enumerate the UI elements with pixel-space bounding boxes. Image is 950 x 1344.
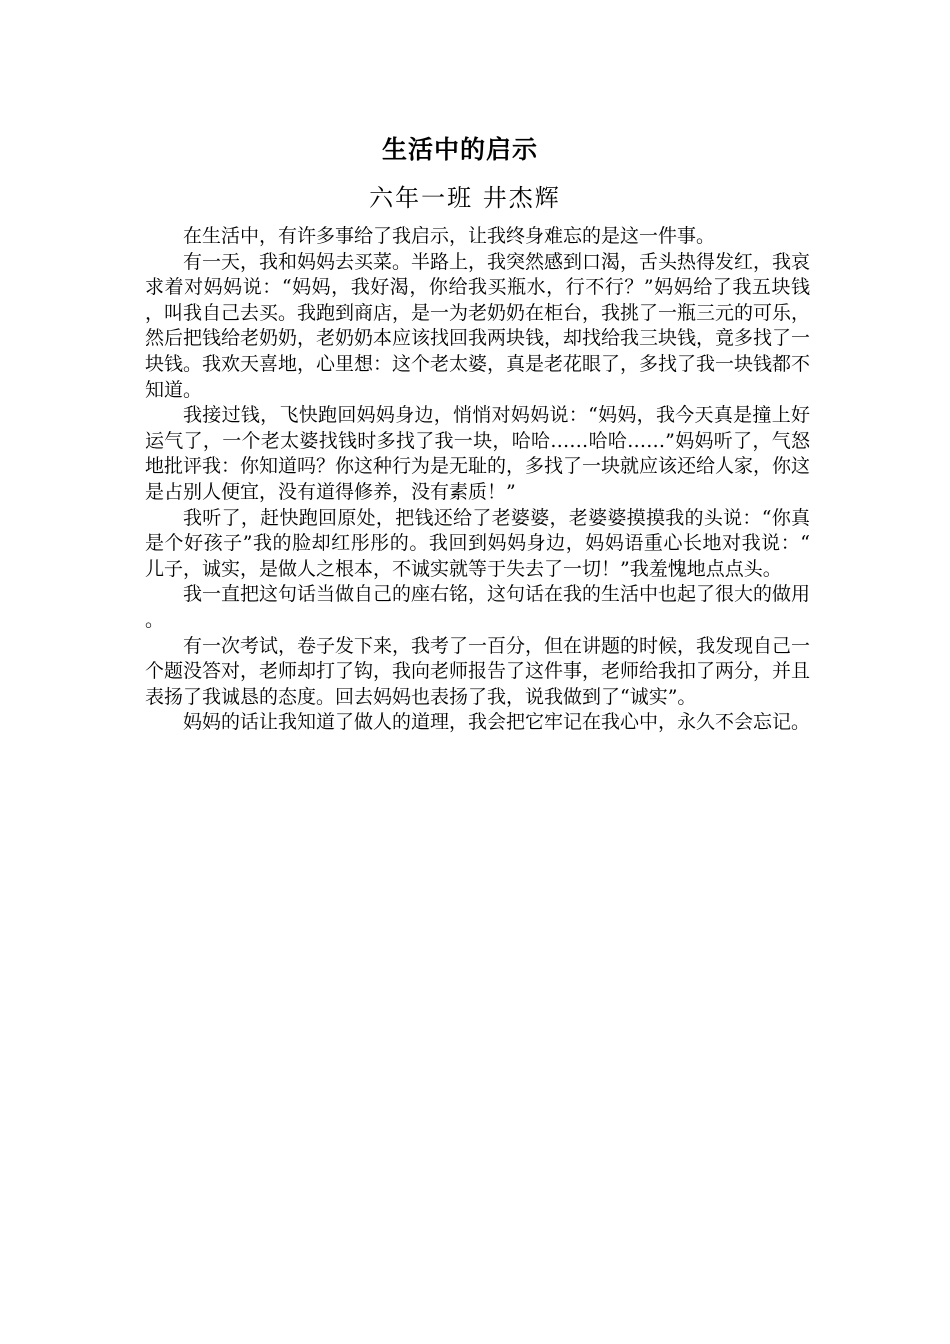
paragraph: 我一直把这句话当做自己的座右铭，这句话在我的生活中也起了很大的做用。 [145,583,811,631]
paragraph: 我接过钱，飞快跑回妈妈身边，悄悄对妈妈说：“妈妈，我今天真是撞上好运气了，一个老太婆找钱时多找了我一块，哈哈……哈哈……”妈妈听了，气怒地批评我：你知道吗？你这种行为是无耻的，多找了一块就应该还给人家，你这是占别人便宜，没有道得修养，没有素质！” [145,404,811,503]
paragraph: 有一次考试，卷子发下来，我考了一百分，但在讲题的时候，我发现自己一个题没答对，老师却打了钩，我向老师报告了这件事，老师给我扣了两分，并且表扬了我诚恳的态度。回去妈妈也表扬了我，说我做到了“诚实”。 [145,634,811,708]
paragraph: 有一天，我和妈妈去买菜。半路上，我突然感到口渴，舌头热得发红，我哀求着对妈妈说：“妈妈，我好渴，你给我买瓶水，行不行？”妈妈给了我五块钱，叫我自己去买。我跑到商店，是一为老奶奶在柜台，我挑了一瓶三元的可乐，然后把钱给老奶奶，老奶奶本应该找回我两块钱，却找给我三块钱，竟多找了一块钱。我欢天喜地，心里想：这个老太婆，真是老花眼了，多找了我一块钱都不知道。 [145,250,811,401]
paragraph: 妈妈的话让我知道了做人的道理，我会把它牢记在我心中，永久不会忘记。 [183,711,811,734]
paragraph: 在生活中，有许多事给了我启示，让我终身难忘的是这一件事。 [183,225,716,247]
author-line: 六年一班 井杰辉 [369,184,561,212]
essay-body [145,224,810,736]
paragraph: 我听了，赶快跑回原处，把钱还给了老婆婆，老婆婆摸摸我的头说：“你真是个好孩子”我的脸却红彤彤的。我回到妈妈身边，妈妈语重心长地对我说：“儿子，诚实，是做人之根本，不诚实就等于失去了一切！”我羞愧地点点头。 [145,506,810,580]
document-title: 生活中的启示 [381,135,538,164]
